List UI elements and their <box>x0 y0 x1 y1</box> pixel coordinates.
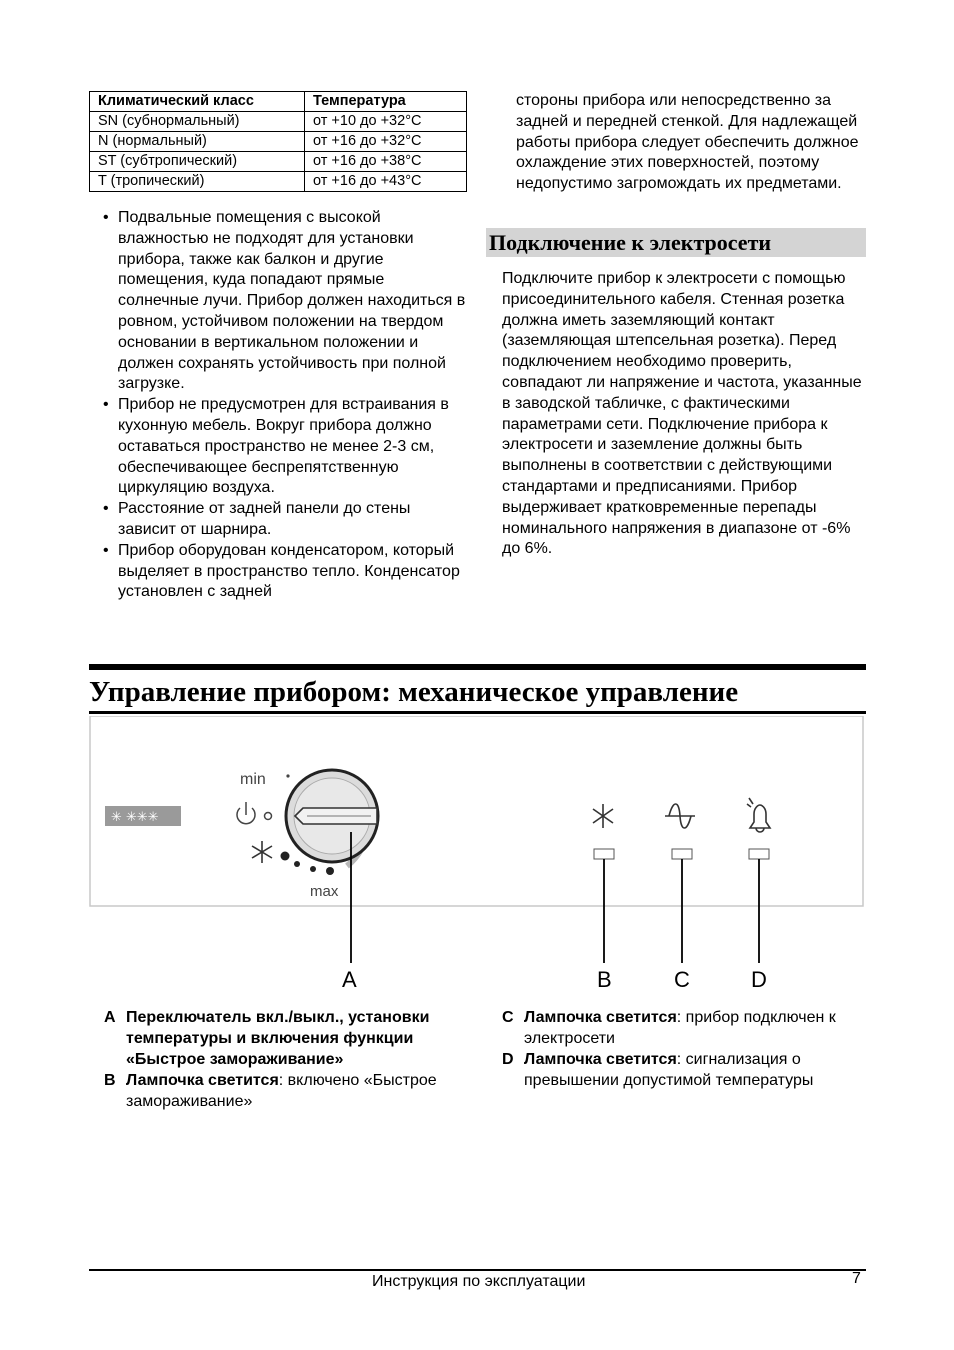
table-row <box>90 132 467 152</box>
scale-dot <box>310 866 316 872</box>
bullet-icon: • <box>103 541 109 559</box>
legend-text: : сигнализация о превышении допустимой температуры <box>524 1051 814 1089</box>
legend-right <box>502 1007 866 1091</box>
section-body-paragraph: Подключите прибор к электросети с помощью присоединительного кабеля. Стенная розетка должна иметь заземляющий контакт (заземляющая штепсельная розетка). Перед подключением необходимо проверить, совпадают ли напряжение и частота, указанные в заводской табличке, с фактическими параметрами сети. Подключение прибора к электросети и заземление должны быть выполнены в соответствии с действующими стандартами и предписаниями. Прибор выдерживает кратковременные перепады номинального напряжения в диапазоне от -6% до 6%. <box>502 270 862 558</box>
title-bottom-rule <box>89 711 866 714</box>
table-cell: T (тропический) <box>90 172 305 192</box>
list-item <box>100 395 468 499</box>
scale-dot <box>281 852 290 861</box>
table-header-cell: Температура <box>305 92 467 112</box>
bullet-icon: • <box>103 396 109 414</box>
table-cell: от +10 до +32°C <box>305 112 467 132</box>
footer-title: Инструкция по эксплуатации <box>372 1273 586 1290</box>
legend-term: Лампочка светится <box>524 1051 677 1068</box>
callout-label-c: C <box>674 967 690 992</box>
legend-text: : прибор подключен к электросети <box>524 1009 836 1047</box>
freezer-badge-icon: ✳ ✳✳✳ <box>111 810 159 825</box>
table-header-row <box>90 92 467 112</box>
table-cell: от +16 до +32°C <box>305 132 467 152</box>
table-row <box>90 152 467 172</box>
bullet-icon: • <box>103 209 109 226</box>
legend-item-c <box>502 1007 866 1049</box>
list-item <box>100 541 468 603</box>
table-cell: SN (субнормальный) <box>90 112 305 132</box>
panel-frame <box>90 716 863 906</box>
installation-bullet-list <box>100 208 468 603</box>
legend-key: A <box>104 1009 116 1026</box>
legend-key: B <box>104 1072 116 1089</box>
continuation-paragraph: стороны прибора или непосредственно за задней и передней стенкой. Для надлежащей работы прибора следует обеспечить должное охлаждение этих поверхностей, поэтому недопустимо загромождать их предметами. <box>516 92 859 193</box>
legend-left <box>104 1007 476 1112</box>
legend-item-a <box>104 1007 476 1070</box>
legend-term: Лампочка светится <box>126 1072 279 1089</box>
climate-class-table <box>89 91 467 192</box>
legend-key: C <box>502 1009 514 1026</box>
list-item-text: Прибор не предусмотрен для встраивания в кухонную мебель. Вокруг прибора должно оставаться пространство не менее 2-3 см, обеспечивающее беспрепятственную циркуляцию воздуха. <box>118 396 449 497</box>
list-item-text: Прибор оборудован конденсатором, который выделяет в пространство тепло. Конденсатор установлен с задней <box>118 541 460 601</box>
title-top-rule <box>89 664 866 670</box>
bullet-icon: • <box>103 500 109 518</box>
control-panel-diagram <box>89 716 866 996</box>
footer-rule <box>89 1269 866 1271</box>
list-item <box>100 208 468 395</box>
list-item-text: Подвальные помещения с высокой влажностью не подходят для установки прибора, также как балкон и другие помещения, куда попадают прямые солнечные лучи. Прибор должен находиться в ровном, устойчивом положении на твердом основании в вертикальном положении и должен сохранять устойчивость при полной загрузке. <box>118 209 466 393</box>
legend-text: Переключатель вкл./выкл., установки температуры и включения функции «Быстрое замораживание» <box>126 1009 430 1068</box>
list-item <box>100 499 468 541</box>
legend-item-b <box>104 1070 476 1112</box>
alarm-lamp <box>749 849 769 859</box>
legend-key: D <box>502 1051 514 1068</box>
scale-dot <box>326 867 334 875</box>
callout-label-a: A <box>342 967 357 992</box>
scale-dot <box>294 861 300 867</box>
page-number: 7 <box>852 1270 861 1287</box>
legend-item-d <box>502 1049 866 1091</box>
table-cell: ST (субтропический) <box>90 152 305 172</box>
min-marker-dot <box>286 774 289 777</box>
dial-max-label: max <box>310 883 339 900</box>
table-row <box>90 112 467 132</box>
section-heading: Подключение к электросети <box>486 228 866 257</box>
callout-label-d: D <box>751 967 767 992</box>
dial-min-label: min <box>240 771 266 788</box>
callout-label-b: B <box>597 967 612 992</box>
table-row <box>90 172 467 192</box>
fast-freeze-lamp <box>594 849 614 859</box>
table-header-cell: Климатический класс <box>90 92 305 112</box>
power-lamp <box>672 849 692 859</box>
page-title: Управление прибором: механическое управление <box>89 676 739 708</box>
legend-text: : включено «Быстрое замораживание» <box>126 1072 437 1110</box>
table-cell: от +16 до +38°C <box>305 152 467 172</box>
table-cell: от +16 до +43°C <box>305 172 467 192</box>
table-cell: N (нормальный) <box>90 132 305 152</box>
legend-term: Лампочка светится <box>524 1009 677 1026</box>
list-item-text: Расстояние от задней панели до стены зависит от шарнира. <box>118 500 411 538</box>
